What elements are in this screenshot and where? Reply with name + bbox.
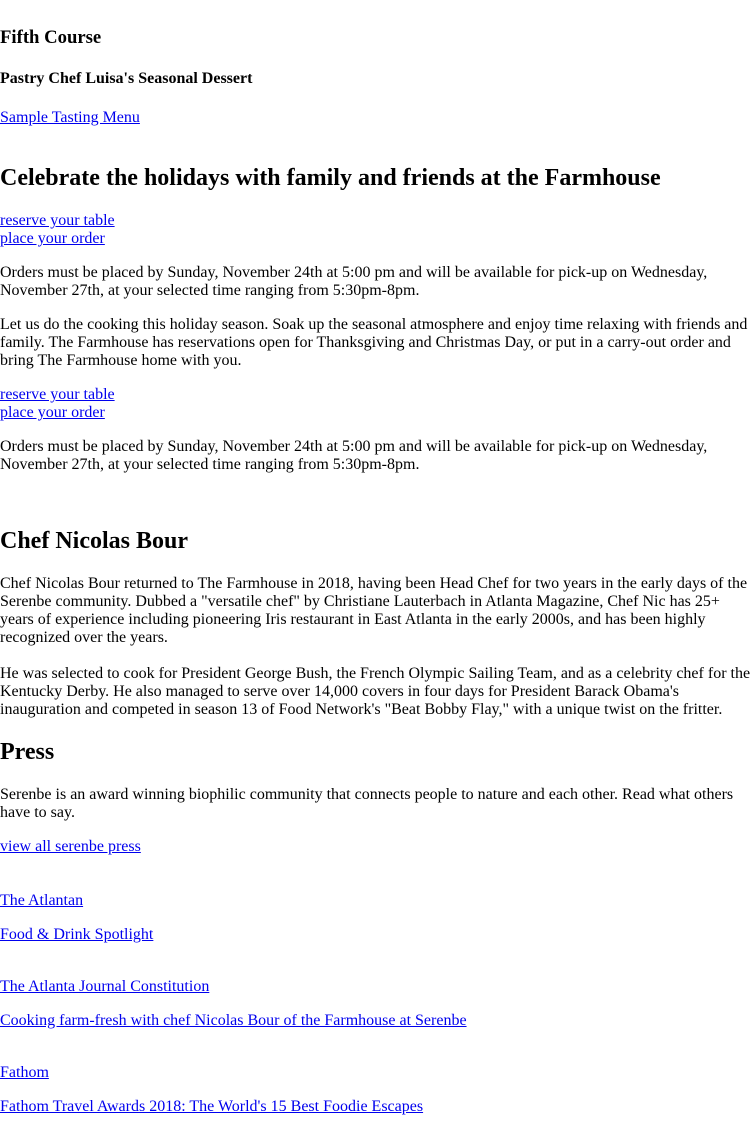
orders-note: Orders must be placed by Sunday, November 24th at 5:00 pm and will be available for pick-up on Wednesday, November 27th, at your selected time ranging from 5:30pm-8pm. [0, 264, 708, 299]
press-article-link[interactable]: Fathom Travel Awards 2018: The World's 15 Best Foodie Escapes [0, 1098, 424, 1115]
reserve-table-link-2[interactable]: reserve your table [0, 386, 115, 403]
press-source-link[interactable]: The Atlantan [0, 892, 84, 909]
chef-heading: Chef Nicolas Bour [0, 528, 188, 554]
press-source-link[interactable]: Fathom [0, 1064, 49, 1081]
holiday-intro: Let us do the cooking this holiday season. Soak up the seasonal atmosphere and enjoy time relaxing with friends and family. The Farmhouse has reservations open for Thanksgiving and Christmas Day, or put in a carry-out order and bring The Farmhouse home with you. [0, 316, 748, 369]
press-article-link[interactable]: Cooking farm-fresh with chef Nicolas Bour of the Farmhouse at Serenbe [0, 1012, 467, 1029]
press-article-link[interactable]: Food & Drink Spotlight [0, 926, 154, 943]
course-title: Fifth Course [0, 27, 102, 48]
reserve-table-link[interactable]: reserve your table [0, 212, 115, 229]
place-order-link-2[interactable]: place your order [0, 404, 105, 421]
press-intro: Serenbe is an award winning biophilic community that connects people to nature and each other. Read what others have to say. [0, 786, 734, 821]
sample-tasting-menu-link[interactable]: Sample Tasting Menu [0, 109, 140, 126]
place-order-link[interactable]: place your order [0, 230, 105, 247]
dish-name: Pastry Chef Luisa's Seasonal Dessert [0, 70, 253, 87]
chef-bio-2: He was selected to cook for President George Bush, the French Olympic Sailing Team, and as a celebrity chef for the Kentucky Derby. He also managed to serve over 14,000 covers in four days for President Barack Obama's inauguration and competed in season 13 of Food Network's "Beat Bobby Flay," with a unique twist on the fritter. [0, 665, 751, 718]
orders-note-2: Orders must be placed by Sunday, November 24th at 5:00 pm and will be available for pick-up on Wednesday, November 27th, at your selected time ranging from 5:30pm-8pm. [0, 438, 708, 473]
press-heading: Press [0, 739, 55, 765]
press-source-link[interactable]: The Atlanta Journal Constitution [0, 978, 210, 995]
view-all-press-link[interactable]: view all serenbe press [0, 838, 141, 855]
chef-bio-1: Chef Nicolas Bour returned to The Farmhouse in 2018, having been Head Chef for two years in the early days of the Serenbe community. Dubbed a "versatile chef" by Christiane Lauterbach in Atlanta Magazine, Chef Nic has 25+ years of experience including pioneering Iris restaurant in East Atlanta in the early 2000s, and has been highly recognized over the years. [0, 575, 748, 646]
holiday-heading: Celebrate the holidays with family and friends at the Farmhouse [0, 165, 661, 191]
